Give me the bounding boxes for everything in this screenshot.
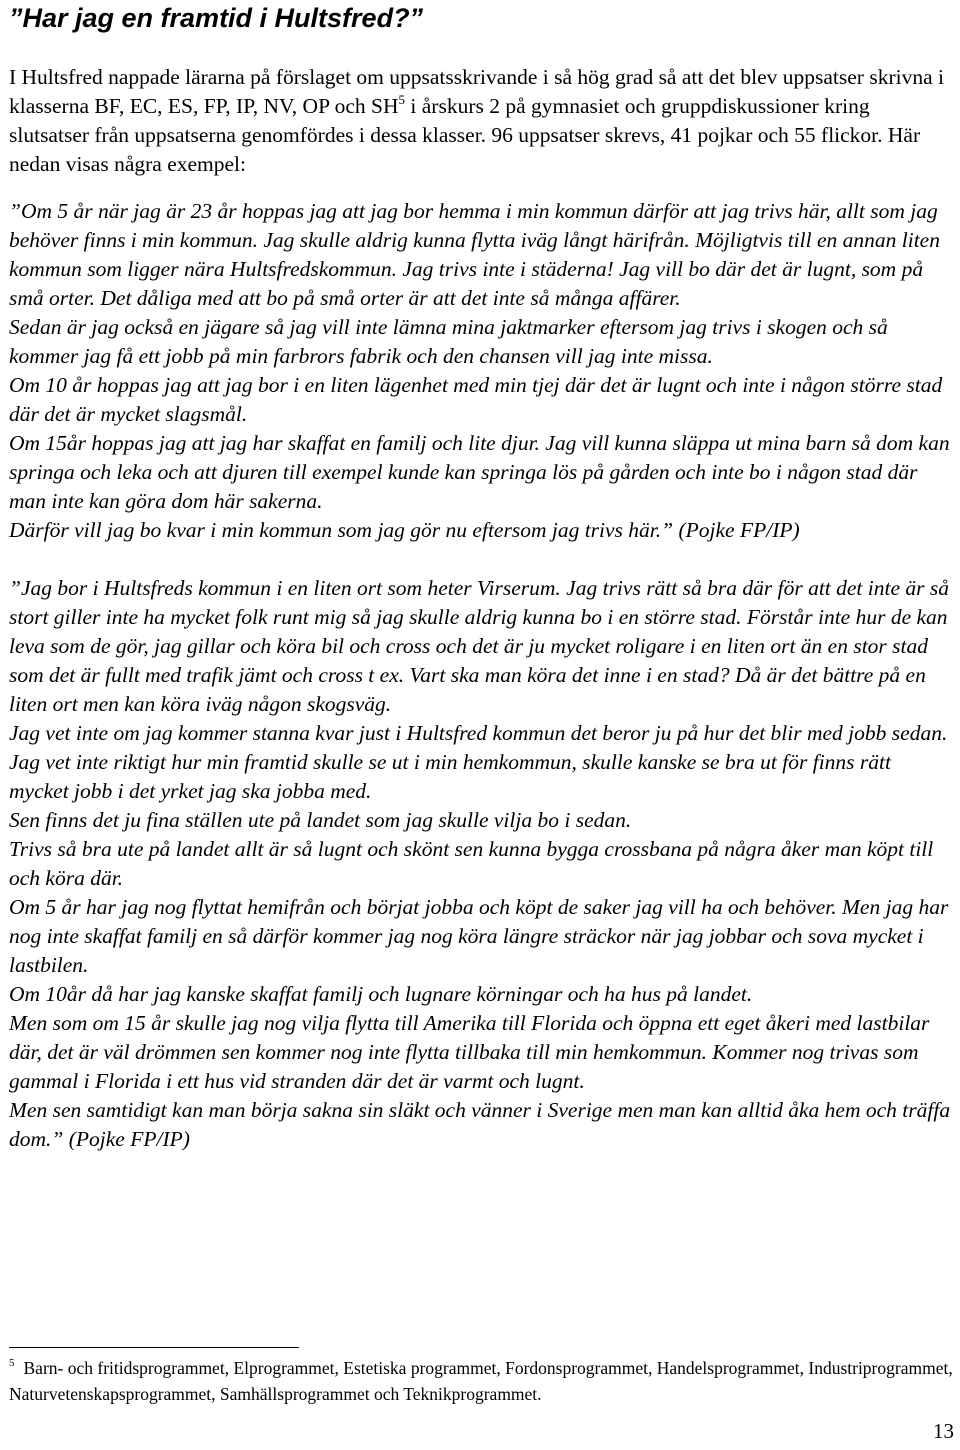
essay-2-paragraph: Men som om 15 år skulle jag nog vilja flytta till Amerika till Florida och öppna ett eget åkeri med lastbilar där, det är väl drömmen sen kommer nog inte flytta tillbaka till min hemkommun. Kommer nog trivas som gammal i Florida i ett hus vid stranden där det är varmt och lugnt. — [9, 1011, 930, 1093]
section-heading: ”Har jag en framtid i Hultsfred?” — [9, 3, 424, 33]
essay-2-paragraph: Sen finns det ju fina ställen ute på landet som jag skulle vilja bo i sedan. — [9, 808, 632, 832]
page-number: 13 — [933, 1419, 954, 1443]
essay-quote-2 — [9, 574, 954, 1154]
intro-paragraph — [9, 63, 954, 179]
essay-1-paragraph: Sedan är jag också en jägare så jag vill inte lämna mina jaktmarker eftersom jag trivs i skogen och så kommer jag få ett jobb på min farbrors fabrik och den chansen vill jag inte missa. — [9, 315, 888, 368]
document-page — [9, 0, 954, 1154]
footnote-number: 5 — [9, 1357, 15, 1369]
essay-1-paragraph: Om 15år hoppas jag att jag har skaffat en familj och lite djur. Jag vill kunna släppa ut mina barn så dom kan springa och leka och att djuren till exempel kunde kan springa lös på gården och inte bo i någon stad där man inte kan göra dom här sakerna. — [9, 431, 950, 513]
essay-2-paragraph: Jag vet inte om jag kommer stanna kvar just i Hultsfred kommun det beror ju på hur det blir med jobb sedan. — [9, 721, 948, 745]
essay-2-paragraph: Men sen samtidigt kan man börja sakna sin släkt och vänner i Sverige men man kan alltid åka hem och träffa dom.” (Pojke FP/IP) — [9, 1098, 951, 1151]
essay-1-paragraph: ”Om 5 år när jag är 23 år hoppas jag att jag bor hemma i min kommun därför att jag trivs här, allt som jag behöver finns i min kommun. Jag skulle aldrig kunna flytta iväg långt härifrån. Möjligtvis till en annan liten kommun som ligger nära Hultsfredskommun. Jag trivs inte i städerna! Jag vill bo där det är lugnt, som på små orter. Det dåliga med att bo på små orter är att det inte så många affärer. — [9, 199, 940, 310]
footnote — [9, 1355, 954, 1407]
essay-2-paragraph: Jag vet inte riktigt hur min framtid skulle se ut i min hemkommun, skulle kanske se bra ut för finns rätt mycket jobb i det yrket jag ska jobba med. — [9, 750, 891, 803]
footnote-divider — [9, 1347, 299, 1348]
essay-quote-1 — [9, 197, 954, 545]
essay-2-paragraph: Om 10år då har jag kanske skaffat familj och lugnare körningar och ha hus på landet. — [9, 982, 753, 1006]
essay-2-paragraph: Om 5 år har jag nog flyttat hemifrån och börjat jobba och köpt de saker jag vill ha och behöver. Men jag har nog inte skaffat familj en så därför kommer jag nog köra längre sträckor när jag jobbar och sova mycket i lastbilen. — [9, 895, 949, 977]
essay-1-paragraph: Om 10 år hoppas jag att jag bor i en liten lägenhet med min tjej där det är lugnt och inte i någon större stad där det är mycket slagsmål. — [9, 373, 943, 426]
intro-text-part-2: i årskurs 2 på gymnasiet och gruppdiskussioner kring slutsatser från uppsatserna genomfördes i dessa klasser. 96 uppsatser skrevs, 41 pojkar och 55 flickor. Här nedan visas några exempel: — [9, 94, 921, 176]
footnote-text: Barn- och fritidsprogrammet, Elprogrammet, Estetiska programmet, Fordonsprogrammet, Handelsprogrammet, Industriprogrammet, Naturvetenskapsprogrammet, Samhällsprogrammet och Teknikprogrammet. — [9, 1358, 953, 1404]
essay-1-paragraph: Därför vill jag bo kvar i min kommun som jag gör nu eftersom jag trivs här.” (Pojke FP/IP) — [9, 518, 800, 542]
footnote-reference: 5 — [398, 92, 406, 107]
essay-2-paragraph: ”Jag bor i Hultsfreds kommun i en liten ort som heter Virserum. Jag trivs rätt så bra där för att det inte är så stort giller inte ha mycket folk runt mig så jag skulle aldrig kunna bo i en större stad. Förstår inte hur de kan leva som de gör, jag gillar och köra bil och cross och det är ju mycket roligare i en liten ort än en stor stad som det är fullt med trafik jämt och cross t ex. Vart ska man köra det inne i en stad? Då är det bättre på en liten ort men kan köra iväg någon skogsväg. — [9, 576, 950, 716]
intro-text-part-1: I Hultsfred nappade lärarna på förslaget om uppsatsskrivande i så hög grad så att det blev uppsatser skrivna i klasserna BF, EC, ES, FP, IP, NV, OP och SH — [9, 65, 944, 118]
essay-2-paragraph: Trivs så bra ute på landet allt är så lugnt och skönt sen kunna bygga crossbana på några åker man köpt till och köra där. — [9, 837, 934, 890]
